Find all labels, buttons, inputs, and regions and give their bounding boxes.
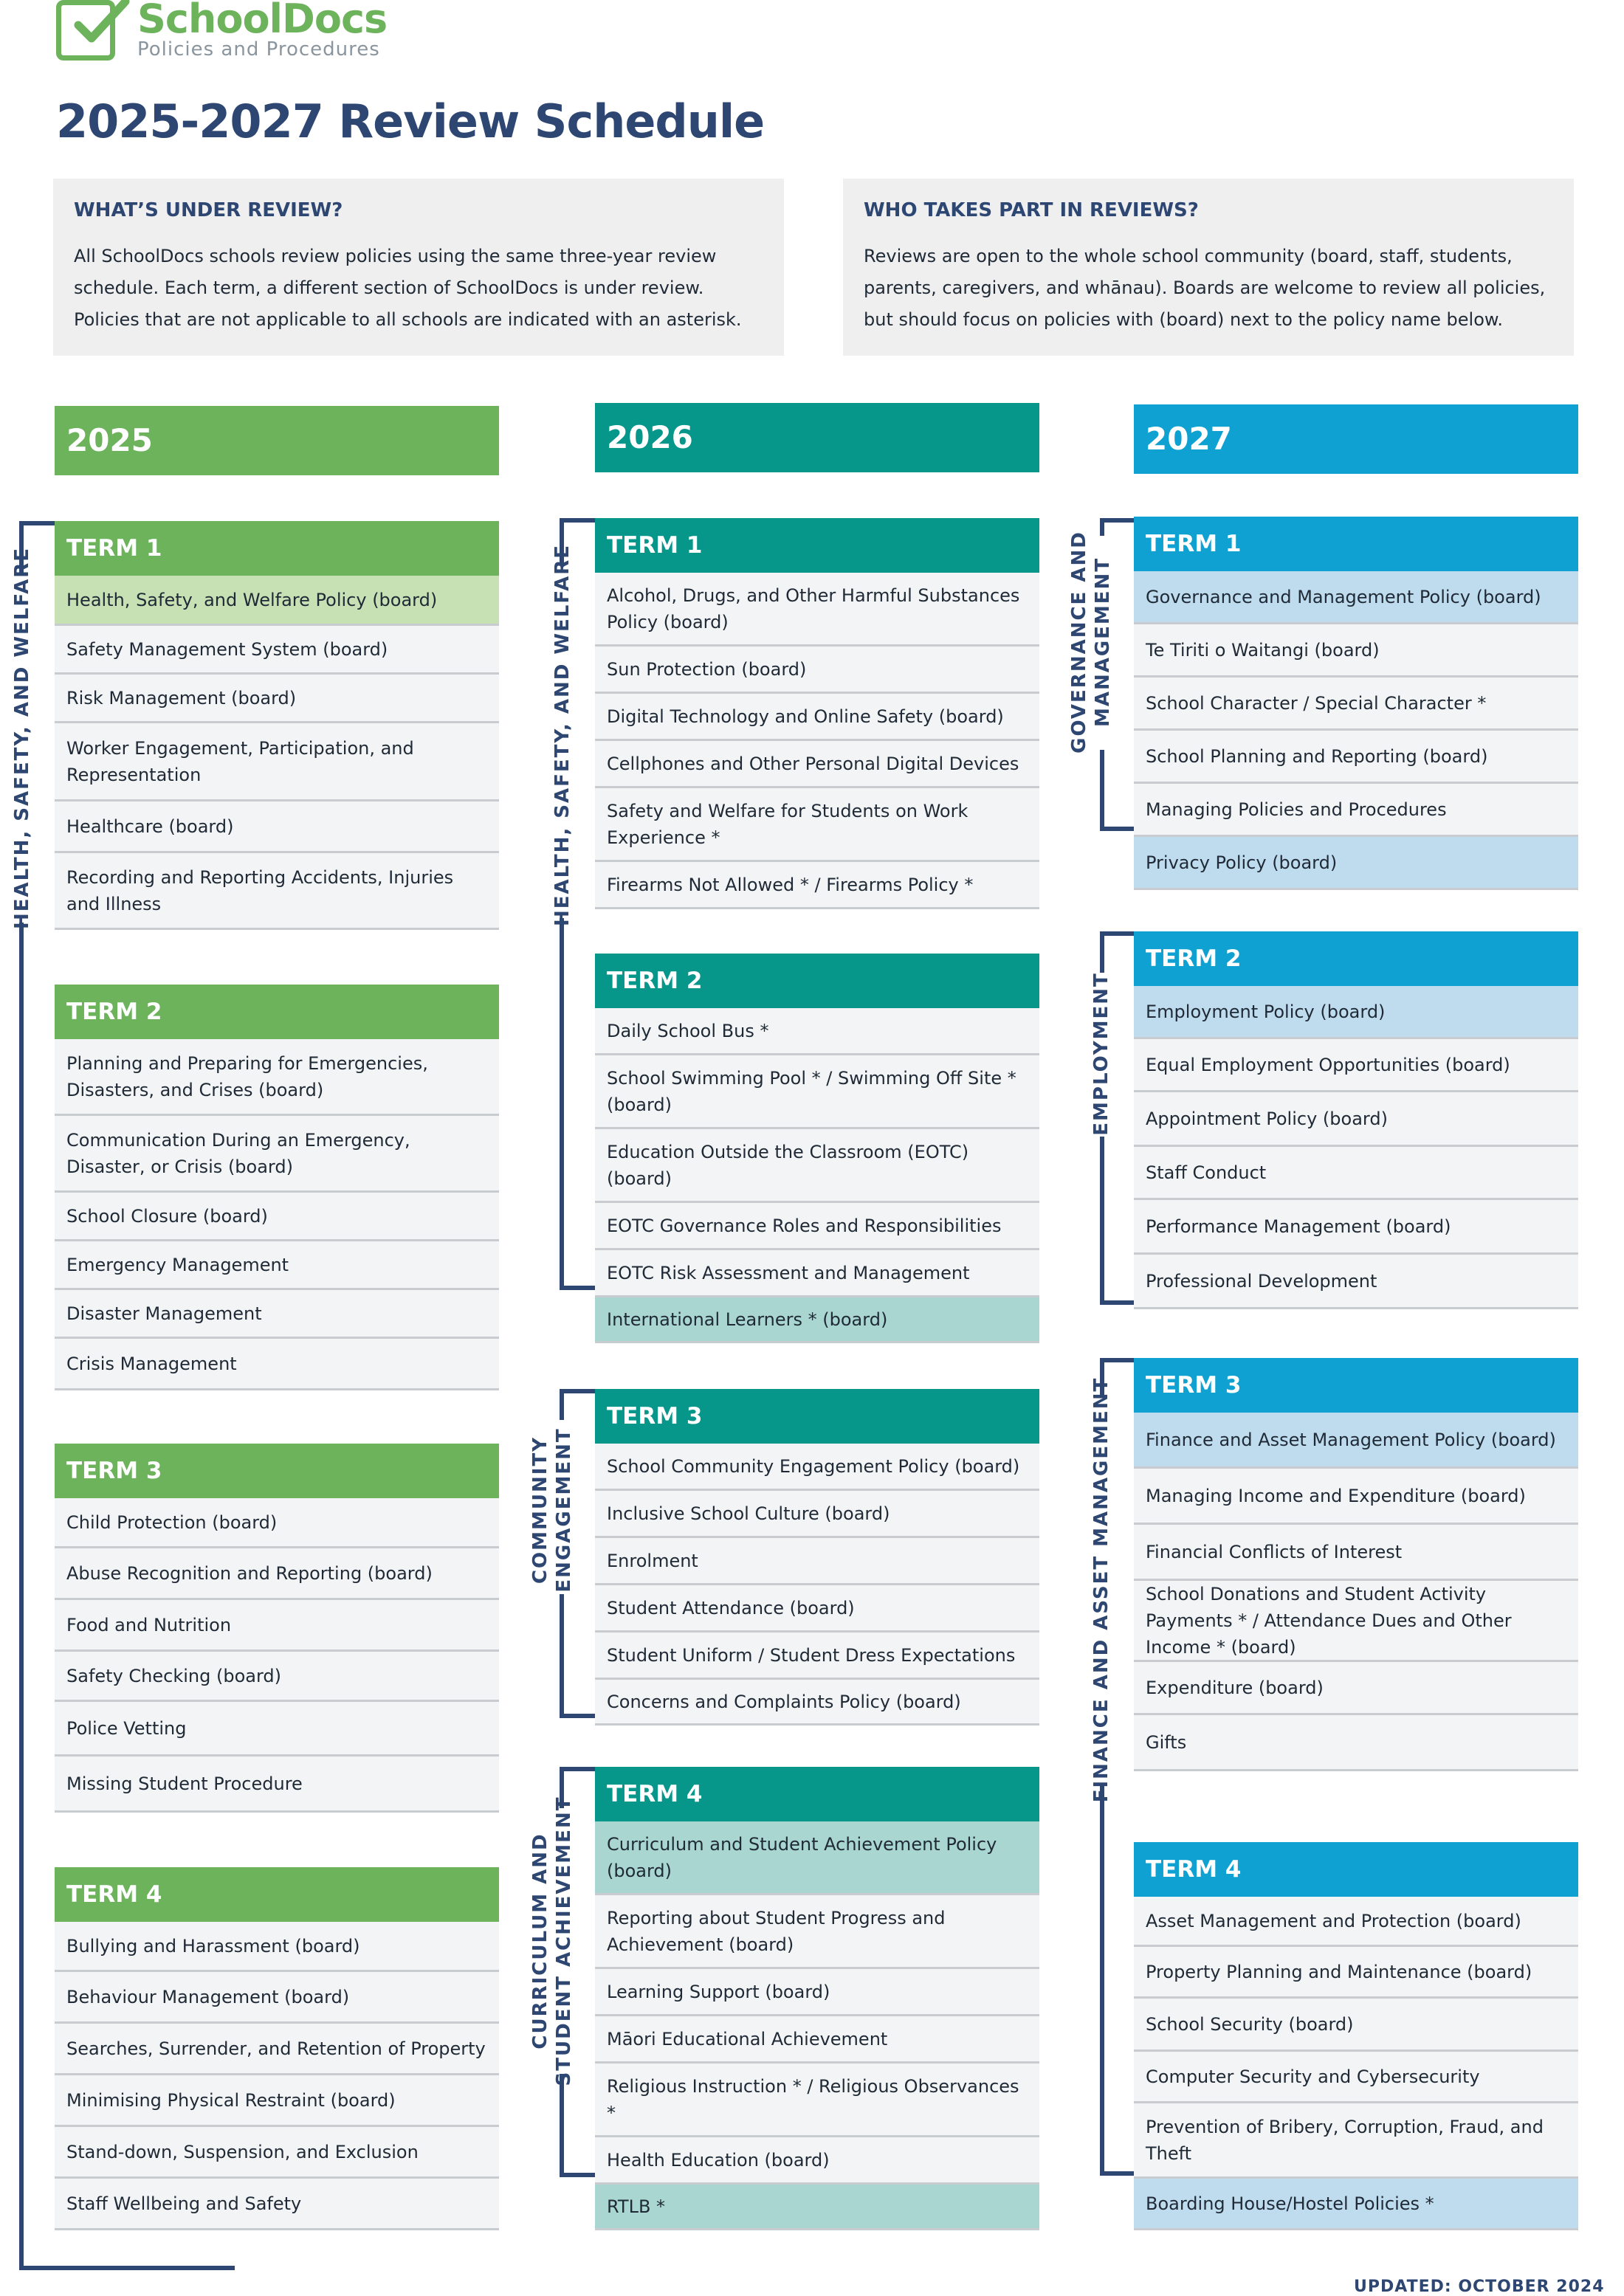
section-label-hsw-2025: HEALTH, SAFETY, AND WELFARE [11, 546, 33, 930]
info-box-under-review [53, 179, 784, 356]
section-bracket [560, 1389, 595, 1393]
policy-item: Religious Instruction * / Religious Observances * [595, 2064, 1039, 2137]
policy-item: Safety Management System (board) [55, 626, 499, 675]
policy-item: Finance and Asset Management Policy (board) [1134, 1413, 1578, 1469]
section-bracket [560, 1714, 595, 1718]
policy-item: Planning and Preparing for Emergencies, Disasters, and Crises (board) [55, 1039, 499, 1116]
policy-item: Performance Management (board) [1134, 1200, 1578, 1255]
policy-item: Digital Technology and Online Safety (board) [595, 694, 1039, 741]
section-label-hsw-2026: HEALTH, SAFETY, AND WELFARE [551, 543, 574, 927]
policy-item: Emergency Management [55, 1241, 499, 1290]
policy-item: Communication During an Emergency, Disaster, or Crisis (board) [55, 1116, 499, 1193]
policy-item: Safety Checking (board) [55, 1652, 499, 1702]
policy-item: Boarding House/Hostel Policies * [1134, 2179, 1578, 2230]
section-bracket [1100, 518, 1134, 523]
policy-item: Staff Conduct [1134, 1147, 1578, 1200]
section-bracket [1100, 2171, 1134, 2176]
section-bracket [560, 1286, 595, 1290]
policy-item: Student Uniform / Student Dress Expectations [595, 1633, 1039, 1680]
info-heading: WHAT’S UNDER REVIEW? [74, 199, 343, 221]
section-label-community-1: COMMUNITY [529, 1435, 551, 1585]
policy-item: Appointment Policy (board) [1134, 1092, 1578, 1147]
policy-item: Healthcare (board) [55, 801, 499, 853]
info-line: Reviews are open to the whole school community (board, staff, students, [864, 246, 1513, 266]
section-label-curriculum-1: CURRICULUM AND [529, 1833, 551, 2049]
year-header-2026: 2026 [595, 403, 1039, 472]
info-box-who-takes-part [843, 179, 1574, 356]
policy-item: Police Vetting [55, 1702, 499, 1757]
policy-item: Equal Employment Opportunities (board) [1134, 1039, 1578, 1092]
policy-item: International Learners * (board) [595, 1297, 1039, 1343]
logo-tagline: Policies and Procedures [137, 38, 380, 61]
year-header-2027: 2027 [1134, 404, 1578, 474]
term-header: TERM 3 [55, 1444, 499, 1498]
info-line: All SchoolDocs schools review policies using the same three-year review [74, 246, 717, 266]
term-header: TERM 3 [595, 1389, 1039, 1444]
policy-item: Te Tiriti o Waitangi (board) [1134, 624, 1578, 678]
policy-item: Behaviour Management (board) [55, 1972, 499, 2024]
section-label-community-2: ENGAGEMENT [553, 1427, 575, 1593]
policy-item: School Community Engagement Policy (board) [595, 1444, 1039, 1491]
policy-item: Alcohol, Drugs, and Other Harmful Substances Policy (board) [595, 573, 1039, 647]
policy-item: Financial Conflicts of Interest [1134, 1525, 1578, 1581]
policy-item: Reporting about Student Progress and Achievement (board) [595, 1895, 1039, 1969]
term-header: TERM 4 [55, 1867, 499, 1922]
section-bracket [560, 1767, 595, 1771]
policy-item: Expenditure (board) [1134, 1662, 1578, 1715]
term-header: TERM 4 [1134, 1842, 1578, 1897]
info-line: Policies that are not applicable to all schools are indicated with an asterisk. [74, 309, 742, 330]
section-bracket [19, 2266, 235, 2270]
section-bracket [560, 2173, 595, 2177]
policy-item: Governance and Management Policy (board) [1134, 571, 1578, 624]
section-bracket [19, 521, 55, 525]
policy-item: School Donations and Student Activity Payments * / Attendance Dues and Other Income * (board) [1134, 1581, 1578, 1662]
policy-item: School Security (board) [1134, 1999, 1578, 2052]
policy-item: Minimising Physical Restraint (board) [55, 2075, 499, 2127]
info-line: but should focus on policies with (board) next to the policy name below. [864, 309, 1503, 330]
policy-item: Staff Wellbeing and Safety [55, 2179, 499, 2230]
info-line: parents, caregivers, and whānau). Boards are welcome to review all policies, [864, 277, 1546, 298]
policy-item: Enrolment [595, 1538, 1039, 1585]
policy-item: Education Outside the Classroom (EOTC) (board) [595, 1129, 1039, 1203]
term-header: TERM 1 [55, 521, 499, 576]
policy-item: Gifts [1134, 1715, 1578, 1771]
policy-item: Privacy Policy (board) [1134, 837, 1578, 890]
term-header: TERM 2 [1134, 931, 1578, 986]
policy-item: EOTC Governance Roles and Responsibilities [595, 1203, 1039, 1250]
section-label-curriculum-2: STUDENT ACHIEVEMENT [553, 1796, 575, 2086]
section-bracket [1100, 1300, 1134, 1305]
policy-item: Curriculum and Student Achievement Policy (board) [595, 1821, 1039, 1895]
policy-item: Bullying and Harassment (board) [55, 1922, 499, 1972]
checkmark-icon [65, 0, 131, 55]
policy-item: Computer Security and Cybersecurity [1134, 2052, 1578, 2103]
policy-item: Professional Development [1134, 1255, 1578, 1309]
section-label-governance-1: GOVERNANCE AND [1068, 531, 1090, 754]
policy-item: Learning Support (board) [595, 1969, 1039, 2016]
logo-name: SchoolDocs [137, 0, 388, 42]
policy-item: Asset Management and Protection (board) [1134, 1897, 1578, 1947]
policy-item: Stand-down, Suspension, and Exclusion [55, 2127, 499, 2179]
policy-item: Employment Policy (board) [1134, 986, 1578, 1039]
policy-item: Cellphones and Other Personal Digital Devices [595, 741, 1039, 788]
policy-item: Risk Management (board) [55, 675, 499, 723]
page-title: 2025-2027 Review Schedule [56, 94, 765, 148]
policy-item: School Planning and Reporting (board) [1134, 731, 1578, 784]
policy-item: Student Attendance (board) [595, 1585, 1039, 1633]
section-bracket [1100, 1358, 1134, 1362]
policy-item: Prevention of Bribery, Corruption, Fraud, and Theft [1134, 2103, 1578, 2179]
policy-item: Safety and Welfare for Students on Work Experience * [595, 788, 1039, 862]
policy-item: Māori Educational Achievement [595, 2016, 1039, 2064]
section-label-governance-2: MANAGEMENT [1092, 556, 1114, 728]
policy-item: Missing Student Procedure [55, 1757, 499, 1813]
policy-item: Disaster Management [55, 1290, 499, 1339]
section-bracket [1100, 827, 1134, 831]
term-header: TERM 1 [1134, 517, 1578, 571]
policy-item: Property Planning and Maintenance (board) [1134, 1947, 1578, 1999]
policy-item: School Swimming Pool * / Swimming Off Site * (board) [595, 1055, 1039, 1129]
term-header: TERM 2 [55, 985, 499, 1039]
policy-item: Concerns and Complaints Policy (board) [595, 1680, 1039, 1726]
policy-item: EOTC Risk Assessment and Management [595, 1250, 1039, 1297]
section-bracket [560, 518, 595, 523]
term-header: TERM 3 [1134, 1358, 1578, 1413]
policy-item: Worker Engagement, Participation, and Representation [55, 723, 499, 801]
policy-item: Managing Policies and Procedures [1134, 784, 1578, 837]
policy-item: Abuse Recognition and Reporting (board) [55, 1548, 499, 1600]
info-line: schedule. Each term, a different section of SchoolDocs is under review. [74, 277, 704, 298]
policy-item: Searches, Surrender, and Retention of Property [55, 2024, 499, 2075]
year-header-2025: 2025 [55, 406, 499, 475]
policy-item: School Character / Special Character * [1134, 678, 1578, 731]
policy-item: Inclusive School Culture (board) [595, 1491, 1039, 1538]
updated-date: UPDATED: OCTOBER 2024 [1354, 2278, 1605, 2296]
section-bracket [1100, 931, 1134, 936]
term-header: TERM 2 [595, 954, 1039, 1008]
policy-item: Health, Safety, and Welfare Policy (board) [55, 576, 499, 626]
section-label-employment: EMPLOYMENT [1090, 972, 1112, 1136]
policy-item: Health Education (board) [595, 2137, 1039, 2185]
term-header: TERM 4 [595, 1767, 1039, 1821]
policy-item: Daily School Bus * [595, 1008, 1039, 1055]
policy-item: Food and Nutrition [55, 1600, 499, 1652]
policy-item: School Closure (board) [55, 1193, 499, 1241]
policy-item: Sun Protection (board) [595, 647, 1039, 694]
policy-item: Managing Income and Expenditure (board) [1134, 1469, 1578, 1525]
info-heading: WHO TAKES PART IN REVIEWS? [864, 199, 1199, 221]
policy-item: Crisis Management [55, 1339, 499, 1390]
term-header: TERM 1 [595, 518, 1039, 573]
policy-item: Child Protection (board) [55, 1498, 499, 1548]
policy-item: Firearms Not Allowed * / Firearms Policy * [595, 862, 1039, 909]
section-label-finance: FINANCE AND ASSET MANAGEMENT [1090, 1376, 1112, 1803]
policy-item: RTLB * [595, 2185, 1039, 2230]
policy-item: Recording and Reporting Accidents, Injuries and Illness [55, 853, 499, 930]
